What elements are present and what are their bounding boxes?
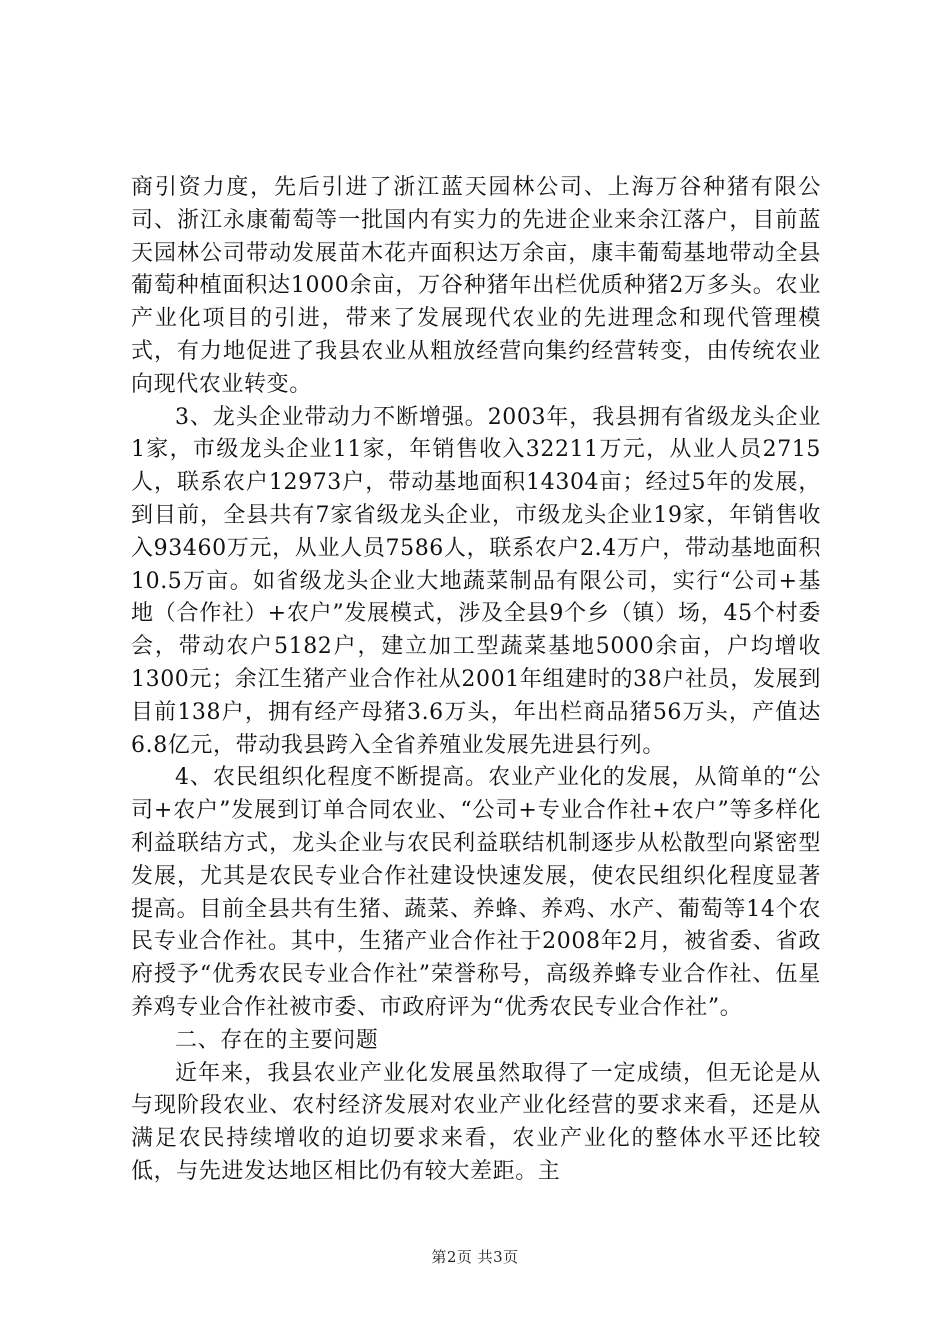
paragraph-farmer-organization: 4、农民组织化程度不断提高。农业产业化的发展，从简单的“公司+农户”发展到订单合同农业、“公司+专业合作社+农户”等多样化利益联结方式，龙头企业与农民利益联结机制逐步从松散型向紧密型发展，尤其是农民专业合作社建设快速发展，使农民组织化程度显著提高。目前全县共有生猪、蔬菜、养蜂、养鸡、水产、葡萄等14个农民专业合作社。其中，生猪产业合作社于2008年2月，被省委、省政府授予“优秀农民专业合作社”荣誉称号，高级养蜂专业合作社、伍星养鸡专业合作社被市委、市政府评为“优秀农民专业合作社”。 bbox=[131, 765, 821, 1020]
section-heading-problems: 二、存在的主要问题 bbox=[175, 1027, 379, 1053]
page-number-footer: 第2页 共3页 bbox=[431, 1248, 519, 1266]
paragraph-continuation: 商引资力度，先后引进了浙江蓝天园林公司、上海万谷种猪有限公司、浙江永康葡萄等一批国内有实力的先进企业来余江落户，目前蓝天园林公司带动发展苗木花卉面积达万余亩，康丰葡萄基地带动全县葡萄种植面积达1000余亩，万谷种猪年出栏优质种猪2万多头。农业产业化项目的引进，带来了发展现代农业的先进理念和现代管理模式，有力地促进了我县农业从粗放经营向集约经营转变，由传统农业向现代农业转变。 bbox=[131, 175, 821, 397]
document-body bbox=[131, 172, 821, 1189]
paragraph-leading-enterprises: 3、龙头企业带动力不断增强。2003年，我县拥有省级龙头企业1家，市级龙头企业11家，年销售收入32211万元，从业人员2715人，联系农户12973户，带动基地面积14304亩；经过5年的发展，到目前，全县共有7家省级龙头企业，市级龙头企业19家，年销售收入93460万元，从业人员7586人，联系农户2.4万户，带动基地面积10.5万亩。如省级龙头企业大地蔬菜制品有限公司，实行“公司+基地（合作社）+农户”发展模式，涉及全县9个乡（镇）场，45个村委会，带动农户5182户，建立加工型蔬菜基地5000余亩，户均增收1300元；余江生猪产业合作社从2001年组建时的38户社员，发展到目前138户，拥有经产母猪3.6万头，年出栏商品猪56万头，产值达6.8亿元，带动我县跨入全省养殖业发展先进县行列。 bbox=[131, 404, 821, 758]
paragraph-recent-years: 近年来，我县农业产业化发展虽然取得了一定成绩，但无论是从与现阶段农业、农村经济发展对农业产业化经营的要求来看，还是从满足农民持续增收的迫切要求来看，农业产业化的整体水平还比较低，与先进发达地区相比仍有较大差距。主 bbox=[131, 1060, 821, 1184]
